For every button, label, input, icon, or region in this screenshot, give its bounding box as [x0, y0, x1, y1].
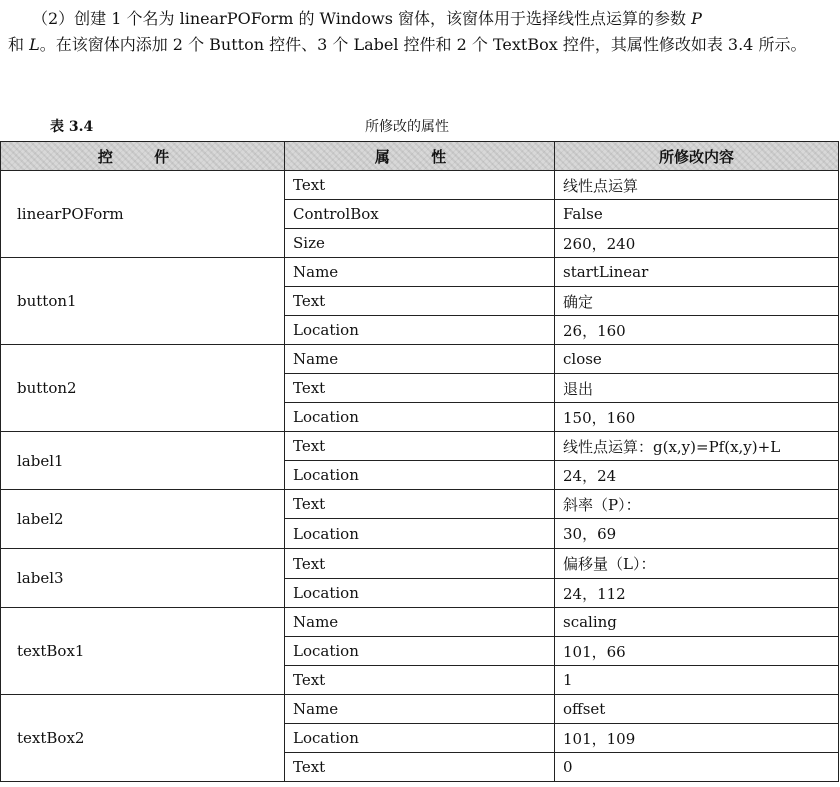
control-name-cell: button1: [1, 258, 285, 345]
header-control: 控 件: [1, 142, 285, 171]
control-name-cell: label1: [1, 432, 285, 490]
value-cell: 偏移量（L）：: [555, 549, 839, 579]
table-header-row: [1, 142, 839, 171]
property-cell: Text: [285, 432, 555, 461]
value-cell: close: [555, 345, 839, 374]
table-row: [1, 432, 839, 461]
property-cell: Text: [285, 374, 555, 403]
properties-table: [0, 141, 839, 782]
property-cell: Text: [285, 287, 555, 316]
table-row: [1, 490, 839, 519]
value-cell: 线性点运算：g(x,y)=Pf(x,y)+L: [555, 432, 839, 461]
table-row: [1, 171, 839, 200]
property-cell: Location: [285, 519, 555, 549]
table-caption: [0, 116, 840, 136]
value-cell: scaling: [555, 608, 839, 637]
table-body: [1, 171, 839, 782]
value-cell: offset: [555, 695, 839, 724]
property-cell: Text: [285, 490, 555, 519]
value-cell: 退出: [555, 374, 839, 403]
control-name-cell: label3: [1, 549, 285, 608]
property-cell: Name: [285, 695, 555, 724]
value-cell: 30，69: [555, 519, 839, 549]
value-cell: 斜率（P）：: [555, 490, 839, 519]
value-cell: 150，160: [555, 403, 839, 432]
value-cell: startLinear: [555, 258, 839, 287]
property-cell: ControlBox: [285, 200, 555, 229]
value-cell: 26，160: [555, 316, 839, 345]
intro-line-1: [8, 6, 834, 32]
property-cell: Text: [285, 549, 555, 579]
intro-var-p: P: [691, 9, 702, 28]
property-cell: Location: [285, 637, 555, 666]
property-cell: Location: [285, 579, 555, 608]
intro-var-l: L: [29, 35, 40, 54]
table-number: 表 3.4: [50, 119, 94, 135]
header-property: 属 性: [285, 142, 555, 171]
table-title: 所修改的属性: [365, 119, 449, 135]
intro-text-2b: 。在该窗体内添加 2 个 Button 控件、3 个 Label 控件和 2 个 TextBox 控件，其属性修改如表 3.4 所示。: [39, 35, 807, 54]
value-cell: 确定: [555, 287, 839, 316]
property-cell: Name: [285, 608, 555, 637]
property-cell: Text: [285, 666, 555, 695]
value-cell: 24，112: [555, 579, 839, 608]
control-name-cell: textBox2: [1, 695, 285, 782]
value-cell: 1: [555, 666, 839, 695]
property-cell: Location: [285, 316, 555, 345]
property-cell: Text: [285, 171, 555, 200]
property-cell: Name: [285, 258, 555, 287]
table-row: [1, 345, 839, 374]
property-cell: Location: [285, 403, 555, 432]
table-row: [1, 608, 839, 637]
header-value: 所修改内容: [555, 142, 839, 171]
intro-text-1: （2）创建 1 个名为 linearPOForm 的 Windows 窗体，该窗体用于选择线性点运算的参数: [32, 9, 692, 28]
value-cell: 0: [555, 753, 839, 782]
value-cell: 260，240: [555, 229, 839, 258]
control-name-cell: label2: [1, 490, 285, 549]
value-cell: 24，24: [555, 461, 839, 490]
value-cell: 101，109: [555, 724, 839, 753]
property-cell: Name: [285, 345, 555, 374]
control-name-cell: button2: [1, 345, 285, 432]
table-row: [1, 695, 839, 724]
property-cell: Location: [285, 461, 555, 490]
intro-paragraph: [8, 6, 834, 58]
value-cell: 线性点运算: [555, 171, 839, 200]
control-name-cell: textBox1: [1, 608, 285, 695]
table-row: [1, 549, 839, 579]
value-cell: False: [555, 200, 839, 229]
value-cell: 101，66: [555, 637, 839, 666]
intro-line-2: [8, 32, 834, 58]
property-cell: Size: [285, 229, 555, 258]
table-row: [1, 258, 839, 287]
property-cell: Location: [285, 724, 555, 753]
property-cell: Text: [285, 753, 555, 782]
intro-text-2a: 和: [8, 35, 30, 54]
control-name-cell: linearPOForm: [1, 171, 285, 258]
